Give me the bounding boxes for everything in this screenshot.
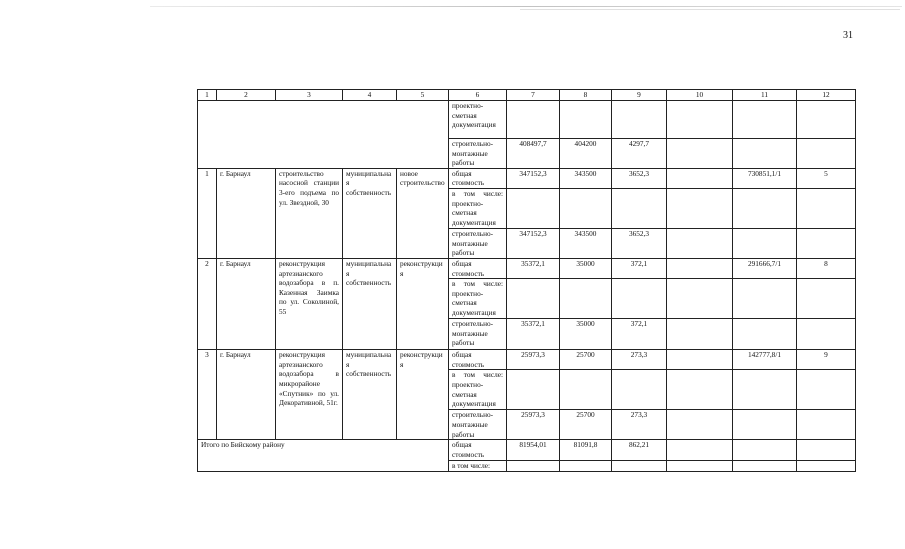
table-row xyxy=(198,101,856,139)
header-cell: 1 xyxy=(198,90,217,101)
investment-table xyxy=(197,89,856,472)
value-cell: 372,1 xyxy=(612,258,667,278)
cost-type-label: в том числе: проектно-сметная документация xyxy=(449,188,507,228)
header-cell: 5 xyxy=(397,90,449,101)
value-cell: 730851,1/1 xyxy=(733,168,797,188)
cost-type-label: общая стоимость xyxy=(449,350,507,370)
value-cell: 343500 xyxy=(560,228,612,258)
summary-row xyxy=(198,440,856,460)
header-cell: 7 xyxy=(507,90,560,101)
cost-type-label: проектно-сметная документация xyxy=(449,101,507,139)
table-row xyxy=(198,168,856,188)
header-cell: 9 xyxy=(612,90,667,101)
project-number: 1 xyxy=(198,168,217,258)
project-city: г. Барнаул xyxy=(217,258,276,349)
summary-label: Итого по Бийскому району xyxy=(198,440,449,471)
project-ownership: муниципальная собственность xyxy=(343,350,397,440)
value-cell: 35000 xyxy=(560,258,612,278)
project-ownership: муниципальная собственность xyxy=(343,258,397,349)
value-cell: 5 xyxy=(797,168,856,188)
value-cell: 273,3 xyxy=(612,350,667,370)
header-cell: 10 xyxy=(667,90,733,101)
cost-type-label: в том числе: проектно-сметная документация xyxy=(449,370,507,410)
value-cell: 35372,1 xyxy=(507,319,560,350)
header-cell: 2 xyxy=(217,90,276,101)
cost-type-label: строительно-монтажные работы xyxy=(449,228,507,258)
value-cell: 3652,3 xyxy=(612,168,667,188)
table-row xyxy=(198,350,856,370)
project-type: реконструкция xyxy=(397,350,449,440)
cost-type-label: строительно-монтажные работы xyxy=(449,410,507,440)
project-number: 3 xyxy=(198,350,217,440)
value-cell: 273,3 xyxy=(612,410,667,440)
value-cell: 291666,7/1 xyxy=(733,258,797,278)
header-cell: 4 xyxy=(343,90,397,101)
cost-type-label: общая стоимость xyxy=(449,258,507,278)
header-cell: 12 xyxy=(797,90,856,101)
value-cell: 8 xyxy=(797,258,856,278)
value-cell: 25700 xyxy=(560,410,612,440)
project-name: реконструкция артезианского водозабора в микрорайоне «Спутник» по ул. Декоративной, 51г. xyxy=(276,350,343,440)
cost-type-label: общая стоимость xyxy=(449,168,507,188)
header-cell: 3 xyxy=(276,90,343,101)
table-header-row xyxy=(198,90,856,101)
value-cell: 347152,3 xyxy=(507,168,560,188)
cost-type-label: общая стоимость xyxy=(449,440,507,460)
value-cell: 35000 xyxy=(560,319,612,350)
header-cell: 6 xyxy=(449,90,507,101)
cost-type-label: в том числе: xyxy=(449,460,507,471)
page-number: 31 xyxy=(843,30,853,41)
value-cell: 25973,3 xyxy=(507,350,560,370)
project-city: г. Барнаул xyxy=(217,168,276,258)
value-cell: 4297,7 xyxy=(612,139,667,169)
project-number: 2 xyxy=(198,258,217,349)
value-cell: 9 xyxy=(797,350,856,370)
value-cell: 408497,7 xyxy=(507,139,560,169)
value-cell: 142777,8/1 xyxy=(733,350,797,370)
project-type: реконструкция xyxy=(397,258,449,349)
project-name: реконструкция артезианского водозабора в п. Казенная Заимка по ул. Соколиной, 55 xyxy=(276,258,343,349)
header-cell: 11 xyxy=(733,90,797,101)
project-ownership: муниципальная собственность xyxy=(343,168,397,258)
project-type: новое строительство xyxy=(397,168,449,258)
project-city: г. Барнаул xyxy=(217,350,276,440)
carry-over-empty-cell xyxy=(198,101,449,169)
cost-type-label: в том числе: проектно-сметная документация xyxy=(449,279,507,319)
scan-artifact-line xyxy=(150,6,902,7)
value-cell: 343500 xyxy=(560,168,612,188)
value-cell: 25973,3 xyxy=(507,410,560,440)
value-cell: 347152,3 xyxy=(507,228,560,258)
value-cell: 81954,01 xyxy=(507,440,560,460)
value-cell: 862,21 xyxy=(612,440,667,460)
value-cell: 25700 xyxy=(560,350,612,370)
value-cell: 372,1 xyxy=(612,319,667,350)
cost-type-label: строительно-монтажные работы xyxy=(449,319,507,350)
value-cell: 404200 xyxy=(560,139,612,169)
scan-artifact-line xyxy=(520,9,900,10)
value-cell: 35372,1 xyxy=(507,258,560,278)
cost-type-label: строительно-монтажные работы xyxy=(449,139,507,169)
value-cell: 81091,8 xyxy=(560,440,612,460)
project-name: строительство насосной станции 3-его подъема по ул. Звездной, 30 xyxy=(276,168,343,258)
value-cell: 3652,3 xyxy=(612,228,667,258)
header-cell: 8 xyxy=(560,90,612,101)
table-row xyxy=(198,258,856,278)
